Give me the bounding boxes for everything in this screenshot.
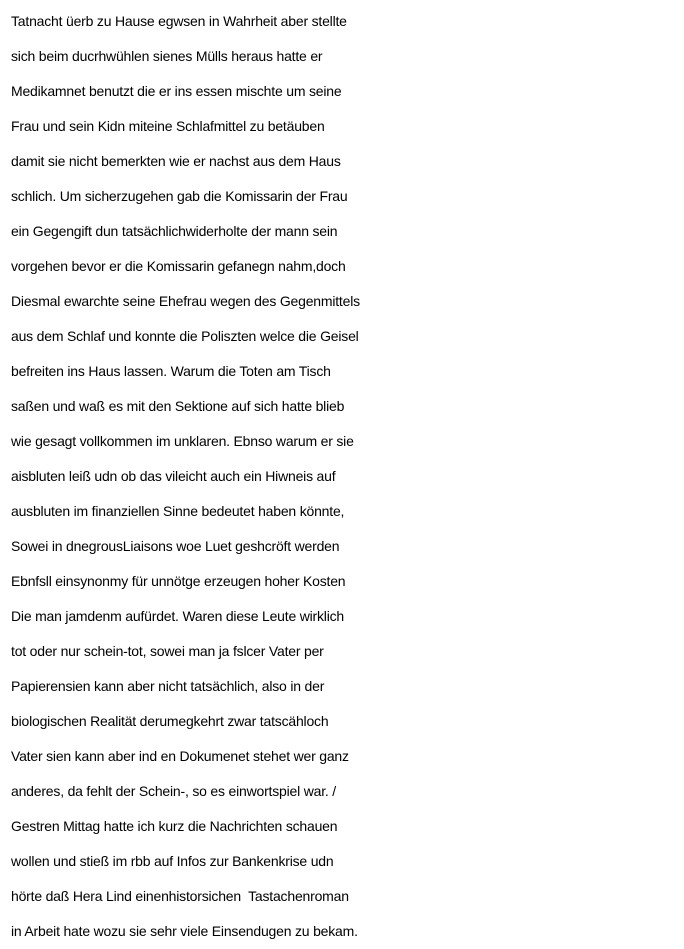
text-line: ausbluten im finanziellen Sinne bedeutet haben könnte, bbox=[11, 503, 345, 519]
text-line: hörte daß Hera Lind einenhistorsichen Tastachenroman bbox=[11, 888, 349, 904]
text-line: aus dem Schlaf und konnte die Poliszten welce die Geisel bbox=[11, 328, 359, 344]
text-line: befreiten ins Haus lassen. Warum die Toten am Tisch bbox=[11, 363, 331, 379]
text-line: wie gesagt vollkommen im unklaren. Ebnso warum er sie bbox=[11, 433, 354, 449]
text-line: wollen und stieß im rbb auf Infos zur Bankenkrise udn bbox=[11, 853, 334, 869]
text-line: tot oder nur schein-tot, sowei man ja fslcer Vater per bbox=[11, 643, 324, 659]
text-line: Tatnacht üerb zu Hause egwsen in Wahrheit aber stellte bbox=[11, 13, 347, 29]
text-line: Gestren Mittag hatte ich kurz die Nachrichten schauen bbox=[11, 818, 338, 834]
text-line: saßen und waß es mit den Sektione auf sich hatte blieb bbox=[11, 398, 345, 414]
body-text bbox=[11, 4, 683, 949]
text-line: ein Gegengift dun tatsächlichwiderholte der mann sein bbox=[11, 223, 338, 239]
text-line: Ebnfsll einsynonmy für unnötge erzeugen hoher Kosten bbox=[11, 573, 346, 589]
text-line: Frau und sein Kidn miteine Schlafmittel zu betäuben bbox=[11, 118, 325, 134]
text-line: Sowei in dnegrousLiaisons woe Luet geshcröft werden bbox=[11, 538, 340, 554]
text-line: Papierensien kann aber nicht tatsächlich, also in der bbox=[11, 678, 325, 694]
text-line: in Arbeit hate wozu sie sehr viele Einsendugen zu bekam. bbox=[11, 923, 358, 939]
text-line: biologischen Realität derumegkehrt zwar tatscähloch bbox=[11, 713, 329, 729]
text-line: damit sie nicht bemerkten wie er nachst aus dem Haus bbox=[11, 153, 341, 169]
text-line: vorgehen bevor er die Komissarin gefanegn nahm,doch bbox=[11, 258, 346, 274]
text-line: Diesmal ewarchte seine Ehefrau wegen des Gegenmittels bbox=[11, 293, 360, 309]
text-line: anderes, da fehlt der Schein-, so es einwortspiel war. / bbox=[11, 783, 336, 799]
text-line: aisbluten leiß udn ob das vileicht auch ein Hiwneis auf bbox=[11, 468, 336, 484]
text-line: Die man jamdenm aufürdet. Waren diese Leute wirklich bbox=[11, 608, 345, 624]
text-line: Medikamnet benutzt die er ins essen mischte um seine bbox=[11, 83, 342, 99]
text-line: Vater sien kann aber ind en Dokumenet stehet wer ganz bbox=[11, 748, 349, 764]
text-line: schlich. Um sicherzugehen gab die Komissarin der Frau bbox=[11, 188, 348, 204]
text-line: sich beim ducrhwühlen sienes Mülls heraus hatte er bbox=[11, 48, 323, 64]
